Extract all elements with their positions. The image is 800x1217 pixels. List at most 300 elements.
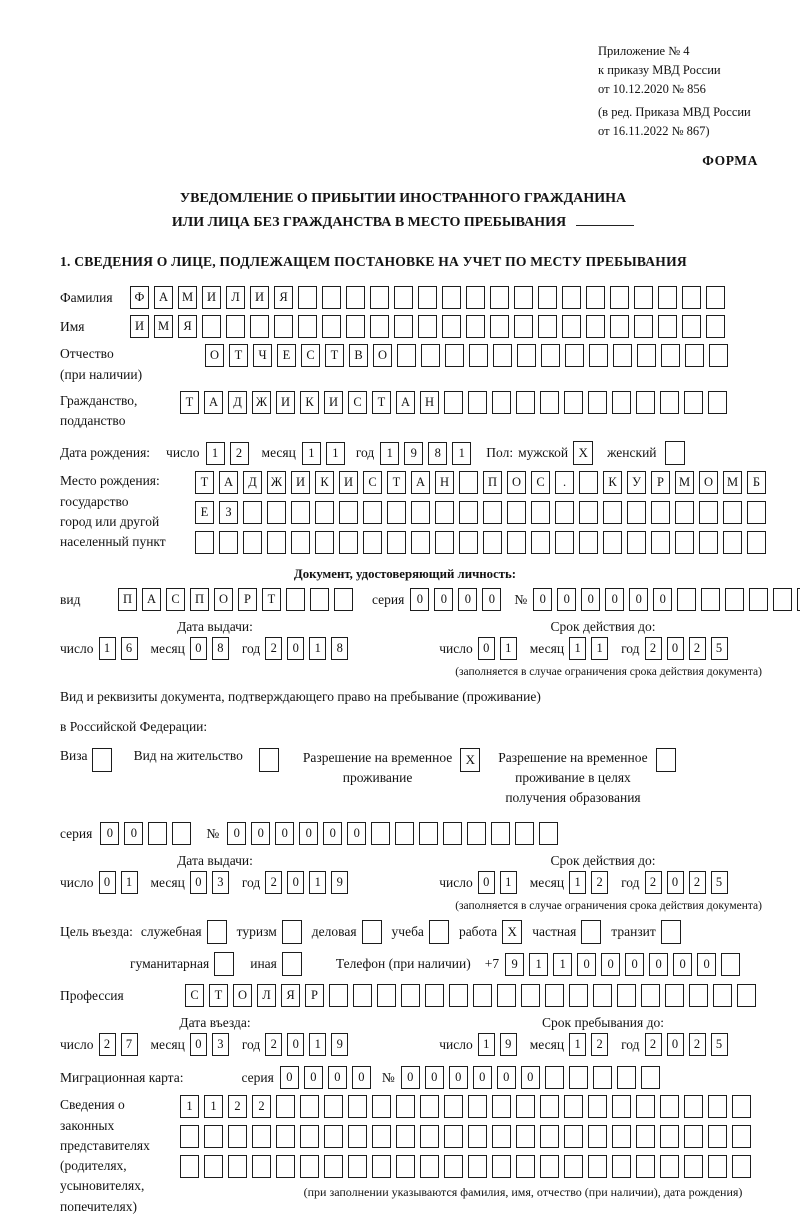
char-cell[interactable]: Н: [435, 471, 454, 494]
char-cell[interactable]: [651, 501, 670, 524]
char-cell[interactable]: 0: [190, 871, 207, 894]
char-cell[interactable]: Д: [243, 471, 262, 494]
char-cell[interactable]: З: [219, 501, 238, 524]
char-cell[interactable]: [586, 286, 605, 309]
char-cell[interactable]: [634, 315, 653, 338]
char-cell[interactable]: О: [373, 344, 392, 367]
char-cell[interactable]: 2: [99, 1033, 116, 1056]
char-cell[interactable]: [491, 822, 510, 845]
char-cell[interactable]: 0: [482, 588, 501, 611]
char-cell[interactable]: [459, 531, 478, 554]
char-cell[interactable]: 2: [591, 1033, 608, 1056]
char-cell[interactable]: 0: [673, 953, 692, 976]
char-cell[interactable]: [562, 315, 581, 338]
char-cell[interactable]: [588, 391, 607, 414]
char-cell[interactable]: [684, 1125, 703, 1148]
char-cell[interactable]: [401, 984, 420, 1007]
char-cell[interactable]: [492, 1155, 511, 1178]
residence-permit-checkbox[interactable]: [259, 748, 279, 772]
char-cell[interactable]: [370, 286, 389, 309]
char-cell[interactable]: 2: [645, 871, 662, 894]
char-cell[interactable]: 2: [265, 871, 282, 894]
char-cell[interactable]: [514, 315, 533, 338]
purpose-tourism-checkbox[interactable]: [282, 920, 302, 944]
char-cell[interactable]: 5: [711, 637, 728, 660]
char-cell[interactable]: 1: [180, 1095, 199, 1118]
char-cell[interactable]: В: [349, 344, 368, 367]
char-cell[interactable]: [300, 1155, 319, 1178]
char-cell[interactable]: [706, 286, 725, 309]
char-cell[interactable]: 0: [347, 822, 366, 845]
char-cell[interactable]: Е: [277, 344, 296, 367]
char-cell[interactable]: [588, 1155, 607, 1178]
char-cell[interactable]: 0: [581, 588, 600, 611]
char-cell[interactable]: [346, 286, 365, 309]
char-cell[interactable]: [684, 1095, 703, 1118]
char-cell[interactable]: Д: [228, 391, 247, 414]
char-cell[interactable]: [612, 1125, 631, 1148]
char-cell[interactable]: 0: [251, 822, 270, 845]
char-cell[interactable]: [675, 531, 694, 554]
char-cell[interactable]: [445, 344, 464, 367]
male-checkbox[interactable]: X: [573, 441, 593, 465]
char-cell[interactable]: [660, 1095, 679, 1118]
char-cell[interactable]: 9: [500, 1033, 517, 1056]
char-cell[interactable]: [148, 822, 167, 845]
char-cell[interactable]: [579, 501, 598, 524]
char-cell[interactable]: Я: [281, 984, 300, 1007]
char-cell[interactable]: [685, 344, 704, 367]
char-cell[interactable]: [564, 1125, 583, 1148]
char-cell[interactable]: С: [531, 471, 550, 494]
purpose-commercial-checkbox[interactable]: [362, 920, 382, 944]
char-cell[interactable]: [449, 984, 468, 1007]
char-cell[interactable]: [372, 1095, 391, 1118]
char-cell[interactable]: 0: [557, 588, 576, 611]
char-cell[interactable]: [634, 286, 653, 309]
char-cell[interactable]: [636, 391, 655, 414]
char-cell[interactable]: [459, 471, 478, 494]
char-cell[interactable]: М: [154, 315, 173, 338]
char-cell[interactable]: П: [483, 471, 502, 494]
char-cell[interactable]: [721, 953, 740, 976]
char-cell[interactable]: 1: [121, 871, 138, 894]
char-cell[interactable]: 0: [287, 871, 304, 894]
char-cell[interactable]: [276, 1095, 295, 1118]
char-cell[interactable]: 1: [529, 953, 548, 976]
char-cell[interactable]: [310, 588, 329, 611]
char-cell[interactable]: [492, 1095, 511, 1118]
char-cell[interactable]: [661, 344, 680, 367]
char-cell[interactable]: [732, 1155, 751, 1178]
char-cell[interactable]: [252, 1155, 271, 1178]
char-cell[interactable]: [339, 531, 358, 554]
char-cell[interactable]: [540, 1125, 559, 1148]
char-cell[interactable]: [286, 588, 305, 611]
char-cell[interactable]: [713, 984, 732, 1007]
char-cell[interactable]: [466, 315, 485, 338]
char-cell[interactable]: [418, 286, 437, 309]
char-cell[interactable]: [569, 984, 588, 1007]
char-cell[interactable]: [588, 1125, 607, 1148]
char-cell[interactable]: С: [301, 344, 320, 367]
char-cell[interactable]: [228, 1125, 247, 1148]
char-cell[interactable]: [612, 1155, 631, 1178]
char-cell[interactable]: [250, 315, 269, 338]
char-cell[interactable]: [396, 1155, 415, 1178]
char-cell[interactable]: [291, 531, 310, 554]
char-cell[interactable]: [627, 531, 646, 554]
purpose-business-checkbox[interactable]: [207, 920, 227, 944]
char-cell[interactable]: [747, 531, 766, 554]
char-cell[interactable]: [555, 531, 574, 554]
char-cell[interactable]: 0: [304, 1066, 323, 1089]
char-cell[interactable]: 5: [711, 1033, 728, 1056]
temp-residence-checkbox[interactable]: X: [460, 748, 480, 772]
char-cell[interactable]: 0: [649, 953, 668, 976]
char-cell[interactable]: [658, 315, 677, 338]
char-cell[interactable]: [353, 984, 372, 1007]
char-cell[interactable]: Т: [372, 391, 391, 414]
char-cell[interactable]: [516, 1155, 535, 1178]
char-cell[interactable]: А: [396, 391, 415, 414]
char-cell[interactable]: Л: [226, 286, 245, 309]
char-cell[interactable]: 0: [653, 588, 672, 611]
char-cell[interactable]: 0: [275, 822, 294, 845]
char-cell[interactable]: [564, 391, 583, 414]
char-cell[interactable]: 2: [591, 871, 608, 894]
char-cell[interactable]: [589, 344, 608, 367]
char-cell[interactable]: Р: [238, 588, 257, 611]
char-cell[interactable]: [497, 984, 516, 1007]
char-cell[interactable]: К: [603, 471, 622, 494]
char-cell[interactable]: [641, 1066, 660, 1089]
char-cell[interactable]: 2: [689, 1033, 706, 1056]
char-cell[interactable]: 1: [553, 953, 572, 976]
char-cell[interactable]: [300, 1125, 319, 1148]
char-cell[interactable]: Р: [651, 471, 670, 494]
char-cell[interactable]: [435, 531, 454, 554]
char-cell[interactable]: А: [411, 471, 430, 494]
char-cell[interactable]: Ф: [130, 286, 149, 309]
char-cell[interactable]: [545, 1066, 564, 1089]
char-cell[interactable]: 0: [227, 822, 246, 845]
char-cell[interactable]: [473, 984, 492, 1007]
char-cell[interactable]: [684, 1155, 703, 1178]
char-cell[interactable]: [658, 286, 677, 309]
char-cell[interactable]: 2: [265, 637, 282, 660]
char-cell[interactable]: [617, 1066, 636, 1089]
char-cell[interactable]: [195, 531, 214, 554]
char-cell[interactable]: 2: [228, 1095, 247, 1118]
char-cell[interactable]: [372, 1125, 391, 1148]
char-cell[interactable]: И: [250, 286, 269, 309]
char-cell[interactable]: [442, 315, 461, 338]
char-cell[interactable]: 8: [428, 442, 447, 465]
char-cell[interactable]: [267, 531, 286, 554]
char-cell[interactable]: [371, 822, 390, 845]
char-cell[interactable]: Ч: [253, 344, 272, 367]
char-cell[interactable]: [723, 531, 742, 554]
char-cell[interactable]: Ж: [252, 391, 271, 414]
char-cell[interactable]: [377, 984, 396, 1007]
char-cell[interactable]: [665, 984, 684, 1007]
char-cell[interactable]: 1: [500, 871, 517, 894]
char-cell[interactable]: 1: [206, 442, 225, 465]
char-cell[interactable]: [180, 1155, 199, 1178]
char-cell[interactable]: [202, 315, 221, 338]
char-cell[interactable]: [468, 1095, 487, 1118]
char-cell[interactable]: 0: [323, 822, 342, 845]
char-cell[interactable]: Т: [209, 984, 228, 1007]
char-cell[interactable]: [515, 822, 534, 845]
char-cell[interactable]: [682, 286, 701, 309]
char-cell[interactable]: [689, 984, 708, 1007]
char-cell[interactable]: [521, 984, 540, 1007]
char-cell[interactable]: [514, 286, 533, 309]
char-cell[interactable]: 9: [331, 1033, 348, 1056]
char-cell[interactable]: 7: [121, 1033, 138, 1056]
char-cell[interactable]: 0: [533, 588, 552, 611]
char-cell[interactable]: [443, 822, 462, 845]
char-cell[interactable]: 0: [667, 1033, 684, 1056]
char-cell[interactable]: [749, 588, 768, 611]
char-cell[interactable]: 0: [605, 588, 624, 611]
char-cell[interactable]: 0: [280, 1066, 299, 1089]
char-cell[interactable]: [298, 286, 317, 309]
char-cell[interactable]: [660, 1125, 679, 1148]
char-cell[interactable]: 0: [667, 637, 684, 660]
char-cell[interactable]: [651, 531, 670, 554]
char-cell[interactable]: [565, 344, 584, 367]
char-cell[interactable]: С: [348, 391, 367, 414]
char-cell[interactable]: 0: [667, 871, 684, 894]
char-cell[interactable]: [226, 315, 245, 338]
char-cell[interactable]: [540, 391, 559, 414]
char-cell[interactable]: [298, 315, 317, 338]
char-cell[interactable]: [732, 1095, 751, 1118]
char-cell[interactable]: [329, 984, 348, 1007]
char-cell[interactable]: 1: [591, 637, 608, 660]
char-cell[interactable]: [708, 1155, 727, 1178]
char-cell[interactable]: 8: [212, 637, 229, 660]
char-cell[interactable]: П: [190, 588, 209, 611]
char-cell[interactable]: [418, 315, 437, 338]
char-cell[interactable]: [610, 286, 629, 309]
char-cell[interactable]: [324, 1125, 343, 1148]
char-cell[interactable]: 2: [689, 871, 706, 894]
char-cell[interactable]: [291, 501, 310, 524]
char-cell[interactable]: 2: [645, 1033, 662, 1056]
char-cell[interactable]: 0: [434, 588, 453, 611]
char-cell[interactable]: [228, 1155, 247, 1178]
char-cell[interactable]: 1: [309, 637, 326, 660]
char-cell[interactable]: [538, 286, 557, 309]
char-cell[interactable]: [339, 501, 358, 524]
char-cell[interactable]: 0: [629, 588, 648, 611]
char-cell[interactable]: [660, 1155, 679, 1178]
char-cell[interactable]: [397, 344, 416, 367]
char-cell[interactable]: [603, 531, 622, 554]
char-cell[interactable]: [732, 1125, 751, 1148]
char-cell[interactable]: [538, 315, 557, 338]
char-cell[interactable]: 1: [569, 1033, 586, 1056]
char-cell[interactable]: С: [363, 471, 382, 494]
char-cell[interactable]: [507, 501, 526, 524]
char-cell[interactable]: [507, 531, 526, 554]
char-cell[interactable]: [540, 1095, 559, 1118]
char-cell[interactable]: [492, 1125, 511, 1148]
char-cell[interactable]: [612, 1095, 631, 1118]
char-cell[interactable]: [466, 286, 485, 309]
char-cell[interactable]: [562, 286, 581, 309]
char-cell[interactable]: [468, 1155, 487, 1178]
char-cell[interactable]: 1: [478, 1033, 495, 1056]
char-cell[interactable]: 1: [309, 1033, 326, 1056]
char-cell[interactable]: 0: [287, 1033, 304, 1056]
char-cell[interactable]: [555, 501, 574, 524]
char-cell[interactable]: [725, 588, 744, 611]
char-cell[interactable]: [539, 822, 558, 845]
char-cell[interactable]: [315, 531, 334, 554]
char-cell[interactable]: А: [204, 391, 223, 414]
char-cell[interactable]: [569, 1066, 588, 1089]
char-cell[interactable]: [421, 344, 440, 367]
char-cell[interactable]: 0: [100, 822, 119, 845]
char-cell[interactable]: [617, 984, 636, 1007]
char-cell[interactable]: 0: [473, 1066, 492, 1089]
char-cell[interactable]: [540, 1155, 559, 1178]
char-cell[interactable]: О: [699, 471, 718, 494]
char-cell[interactable]: [204, 1155, 223, 1178]
char-cell[interactable]: 0: [625, 953, 644, 976]
purpose-transit-checkbox[interactable]: [661, 920, 681, 944]
purpose-private-checkbox[interactable]: [581, 920, 601, 944]
char-cell[interactable]: 0: [299, 822, 318, 845]
char-cell[interactable]: [516, 1095, 535, 1118]
char-cell[interactable]: 0: [577, 953, 596, 976]
char-cell[interactable]: [411, 501, 430, 524]
char-cell[interactable]: [613, 344, 632, 367]
char-cell[interactable]: [444, 1095, 463, 1118]
char-cell[interactable]: [322, 286, 341, 309]
char-cell[interactable]: 0: [410, 588, 429, 611]
char-cell[interactable]: [300, 1095, 319, 1118]
char-cell[interactable]: [588, 1095, 607, 1118]
char-cell[interactable]: [219, 531, 238, 554]
char-cell[interactable]: [531, 501, 550, 524]
char-cell[interactable]: [411, 531, 430, 554]
char-cell[interactable]: Ж: [267, 471, 286, 494]
char-cell[interactable]: 1: [326, 442, 345, 465]
char-cell[interactable]: М: [675, 471, 694, 494]
char-cell[interactable]: 0: [458, 588, 477, 611]
char-cell[interactable]: [708, 1095, 727, 1118]
char-cell[interactable]: [315, 501, 334, 524]
char-cell[interactable]: 1: [380, 442, 399, 465]
char-cell[interactable]: [699, 501, 718, 524]
char-cell[interactable]: [243, 501, 262, 524]
char-cell[interactable]: 2: [252, 1095, 271, 1118]
char-cell[interactable]: [593, 1066, 612, 1089]
char-cell[interactable]: [420, 1095, 439, 1118]
char-cell[interactable]: 0: [497, 1066, 516, 1089]
char-cell[interactable]: [394, 286, 413, 309]
char-cell[interactable]: Т: [180, 391, 199, 414]
char-cell[interactable]: 0: [124, 822, 143, 845]
char-cell[interactable]: К: [315, 471, 334, 494]
char-cell[interactable]: 0: [190, 1033, 207, 1056]
char-cell[interactable]: Р: [305, 984, 324, 1007]
char-cell[interactable]: 0: [449, 1066, 468, 1089]
char-cell[interactable]: 1: [99, 637, 116, 660]
char-cell[interactable]: 9: [331, 871, 348, 894]
char-cell[interactable]: М: [723, 471, 742, 494]
char-cell[interactable]: 0: [328, 1066, 347, 1089]
char-cell[interactable]: [747, 501, 766, 524]
char-cell[interactable]: [773, 588, 792, 611]
char-cell[interactable]: [579, 471, 598, 494]
char-cell[interactable]: [468, 391, 487, 414]
char-cell[interactable]: 3: [212, 871, 229, 894]
char-cell[interactable]: [516, 391, 535, 414]
char-cell[interactable]: [610, 315, 629, 338]
char-cell[interactable]: [660, 391, 679, 414]
char-cell[interactable]: С: [166, 588, 185, 611]
char-cell[interactable]: Л: [257, 984, 276, 1007]
female-checkbox[interactable]: [665, 441, 685, 465]
char-cell[interactable]: Т: [387, 471, 406, 494]
char-cell[interactable]: О: [214, 588, 233, 611]
char-cell[interactable]: [395, 822, 414, 845]
char-cell[interactable]: [468, 1125, 487, 1148]
purpose-study-checkbox[interactable]: [429, 920, 449, 944]
char-cell[interactable]: Т: [229, 344, 248, 367]
char-cell[interactable]: [363, 531, 382, 554]
char-cell[interactable]: [444, 1155, 463, 1178]
char-cell[interactable]: 6: [121, 637, 138, 660]
char-cell[interactable]: Н: [420, 391, 439, 414]
char-cell[interactable]: 0: [521, 1066, 540, 1089]
char-cell[interactable]: [204, 1125, 223, 1148]
char-cell[interactable]: 1: [302, 442, 321, 465]
char-cell[interactable]: [444, 391, 463, 414]
char-cell[interactable]: 0: [425, 1066, 444, 1089]
char-cell[interactable]: [531, 531, 550, 554]
char-cell[interactable]: И: [324, 391, 343, 414]
char-cell[interactable]: 2: [265, 1033, 282, 1056]
char-cell[interactable]: 0: [478, 871, 495, 894]
char-cell[interactable]: 9: [505, 953, 524, 976]
char-cell[interactable]: [701, 588, 720, 611]
purpose-humanitarian-checkbox[interactable]: [214, 952, 234, 976]
char-cell[interactable]: 0: [697, 953, 716, 976]
char-cell[interactable]: [579, 531, 598, 554]
char-cell[interactable]: 5: [711, 871, 728, 894]
char-cell[interactable]: [419, 822, 438, 845]
char-cell[interactable]: [493, 344, 512, 367]
char-cell[interactable]: Е: [195, 501, 214, 524]
char-cell[interactable]: [541, 344, 560, 367]
char-cell[interactable]: [706, 315, 725, 338]
temp-residence-edu-checkbox[interactable]: [656, 748, 676, 772]
char-cell[interactable]: [348, 1155, 367, 1178]
char-cell[interactable]: [394, 315, 413, 338]
char-cell[interactable]: [627, 501, 646, 524]
char-cell[interactable]: [490, 286, 509, 309]
char-cell[interactable]: [641, 984, 660, 1007]
char-cell[interactable]: Т: [325, 344, 344, 367]
